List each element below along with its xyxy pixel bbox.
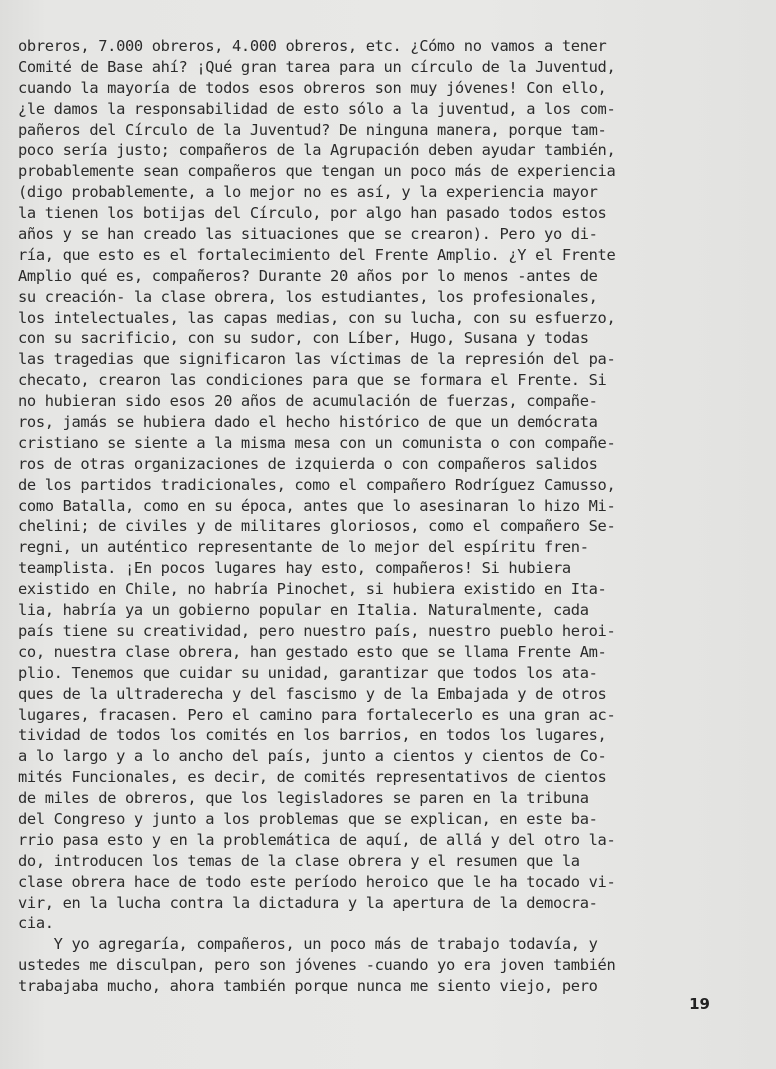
text-line: chelini; de civiles y de militares gloriosos, como el compañero Se- (18, 517, 616, 536)
text-line: la tienen los botijas del Círculo, por algo han pasado todos estos (18, 204, 607, 223)
text-line: de miles de obreros, que los legisladores se paren en la tribuna (18, 789, 589, 808)
text-line: trabajaba mucho, ahora también porque nunca me siento viejo, pero (18, 977, 598, 996)
text-line: los intelectuales, las capas medias, con su lucha, con su esfuerzo, (18, 308, 616, 327)
text-line: (digo probablemente, a lo mejor no es así, y la experiencia mayor (18, 183, 598, 202)
text-line: Amplio qué es, compañeros? Durante 20 años por lo menos -antes de (18, 266, 598, 285)
text-line: checato, crearon las condiciones para que se formara el Frente. Si (18, 371, 607, 390)
text-line: teamplista. ¡En pocos lugares hay esto, compañeros! Si hubiera (18, 559, 571, 578)
text-line: vir, en la lucha contra la dictadura y la apertura de la democra- (18, 893, 598, 912)
text-line: a lo largo y a lo ancho del país, junto a cientos y cientos de Co- (18, 747, 607, 766)
text-line: de los partidos tradicionales, como el compañero Rodríguez Camusso, (18, 475, 616, 494)
text-line: años y se han creado las situaciones que se crearon). Pero yo di- (18, 225, 598, 244)
text-line: Y yo agregaría, compañeros, un poco más de trabajo todavía, y (18, 935, 598, 954)
text-line: cuando la mayoría de todos esos obreros son muy jóvenes! Con ello, (18, 78, 607, 97)
text-line: poco sería justo; compañeros de la Agrupación deben ayudar también, (18, 141, 616, 160)
text-line: ros, jamás se hubiera dado el hecho histórico de que un demócrata (18, 413, 598, 432)
page-number: 19 (689, 995, 710, 1013)
text-line: do, introducen los temas de la clase obrera y el resumen que la (18, 851, 580, 870)
text-line: rrio pasa esto y en la problemática de aquí, de allá y del otro la- (18, 830, 616, 849)
text-line: lia, habría ya un gobierno popular en Italia. Naturalmente, cada (18, 601, 589, 620)
text-line: ¿le damos la responsabilidad de esto sólo a la juventud, a los com- (18, 99, 616, 118)
body-text (18, 36, 708, 997)
text-line: ros de otras organizaciones de izquierda o con compañeros salidos (18, 454, 598, 473)
text-line: ques de la ultraderecha y del fascismo y de la Embajada y de otros (18, 684, 607, 703)
text-line: tividad de todos los comités en los barrios, en todos los lugares, (18, 726, 607, 745)
text-line: país tiene su creatividad, pero nuestro país, nuestro pueblo heroi- (18, 621, 616, 640)
text-line: mités Funcionales, es decir, de comités representativos de cientos (18, 768, 607, 787)
text-line: su creación- la clase obrera, los estudiantes, los profesionales, (18, 287, 598, 306)
text-line: con su sacrificio, con su sudor, con Líber, Hugo, Susana y todas (18, 329, 589, 348)
text-line: plio. Tenemos que cuidar su unidad, garantizar que todos los ata- (18, 663, 598, 682)
text-line: las tragedias que significaron las víctimas de la represión del pa- (18, 350, 616, 369)
text-line: no hubieran sido esos 20 años de acumulación de fuerzas, compañe- (18, 392, 598, 411)
text-line: como Batalla, como en su época, antes que lo asesinaran lo hizo Mi- (18, 496, 616, 515)
text-line: ría, que esto es el fortalecimiento del Frente Amplio. ¿Y el Frente (18, 245, 616, 264)
text-line: ustedes me disculpan, pero son jóvenes -cuando yo era joven también (18, 956, 616, 975)
text-line: clase obrera hace de todo este período heroico que le ha tocado vi- (18, 872, 616, 891)
text-line: regni, un auténtico representante de lo mejor del espíritu fren- (18, 538, 589, 557)
text-line: Comité de Base ahí? ¡Qué gran tarea para un círculo de la Juventud, (18, 57, 616, 76)
text-line: lugares, fracasen. Pero el camino para fortalecerlo es una gran ac- (18, 705, 616, 724)
text-line: existido en Chile, no habría Pinochet, si hubiera existido en Ita- (18, 580, 607, 599)
text-line: cristiano se siente a la misma mesa con un comunista o con compañe- (18, 433, 616, 452)
text-line: pañeros del Círculo de la Juventud? De ninguna manera, porque tam- (18, 120, 607, 139)
text-line: cia. (18, 914, 54, 933)
text-line: co, nuestra clase obrera, han gestado esto que se llama Frente Am- (18, 642, 607, 661)
text-line: del Congreso y junto a los problemas que se explican, en este ba- (18, 809, 598, 828)
text-line: obreros, 7.000 obreros, 4.000 obreros, etc. ¿Cómo no vamos a tener (18, 37, 607, 55)
text-line: probablemente sean compañeros que tengan un poco más de experiencia (18, 162, 616, 181)
